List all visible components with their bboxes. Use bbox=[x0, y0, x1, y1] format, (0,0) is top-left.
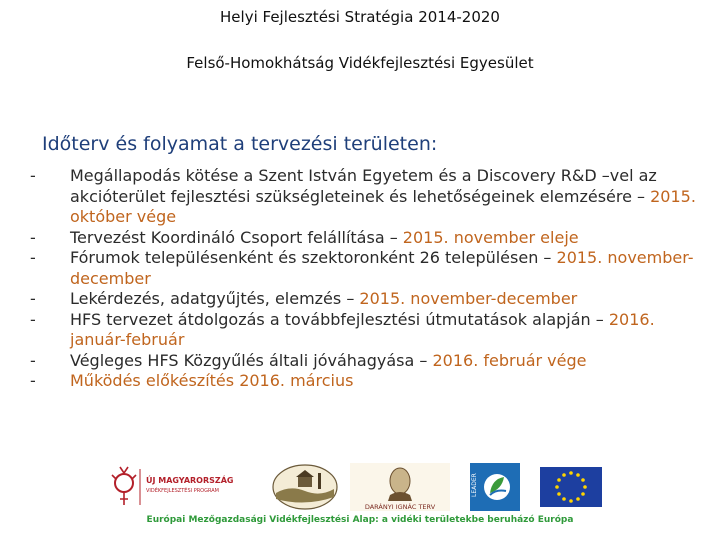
item-text: Fórumok településenként és szektoronként 26 településen – bbox=[70, 248, 557, 267]
leader-logo bbox=[470, 463, 520, 511]
farm-emblem-logo bbox=[270, 463, 340, 511]
umvp-line2: VIDÉKFEJLESZTÉSI PROGRAM bbox=[146, 488, 219, 494]
bullet-dash: - bbox=[30, 227, 36, 247]
item-text: Tervezést Koordináló Csoport felállítása – bbox=[70, 227, 403, 247]
leader-label: LEADER bbox=[471, 473, 478, 497]
list-item bbox=[30, 228, 700, 249]
bullet-dash: - bbox=[30, 166, 36, 185]
footer-eafrd-text: Európai Mezőgazdasági Vidékfejlesztési Alap: a vidéki területekbe beruházó Európa bbox=[146, 515, 574, 525]
eu-flag-icon bbox=[540, 463, 602, 511]
item-date: Működés előkészítés 2016. március bbox=[70, 371, 354, 390]
document-title: Helyi Fejlesztési Stratégia 2014-2020 bbox=[220, 8, 500, 26]
umvp-logo bbox=[110, 463, 240, 511]
item-date: 2015. november-december bbox=[70, 248, 694, 288]
bullet-dash: - bbox=[30, 371, 36, 390]
darany-ignac-logo bbox=[350, 463, 450, 511]
list-item bbox=[30, 248, 700, 289]
item-date: 2015. november-december bbox=[359, 289, 578, 308]
item-date: 2015. november eleje bbox=[402, 227, 579, 247]
item-text: HFS tervezet átdolgozás a továbbfejlesztési útmutatások alapján – bbox=[70, 309, 609, 329]
umvp-line1: ÚJ MAGYARORSZÁG bbox=[146, 476, 234, 485]
bullet-dash: - bbox=[30, 289, 36, 308]
item-text: Megállapodás kötése a Szent István Egyetem és a Discovery R&D –vel az akcióterület fejlesztési szükségleteinek és lehetőségeinek elemzésére – bbox=[70, 166, 657, 206]
list-item bbox=[30, 310, 700, 351]
darany-label: DARÁNYI IGNÁC TERV bbox=[364, 503, 436, 511]
list-item bbox=[30, 289, 700, 310]
bullet-dash: - bbox=[30, 309, 36, 329]
item-date: 2016. február vége bbox=[432, 350, 587, 370]
item-date: 2016. január-február bbox=[70, 309, 655, 349]
list-item bbox=[30, 166, 700, 228]
section-title: Időterv és folyamat a tervezési területen: bbox=[42, 133, 438, 155]
timeline-list bbox=[30, 166, 700, 392]
logo-strip bbox=[100, 463, 620, 515]
list-item bbox=[30, 371, 700, 392]
list-item bbox=[30, 351, 700, 372]
bullet-dash: - bbox=[30, 350, 36, 370]
item-date: 2015. október vége bbox=[70, 186, 696, 226]
item-text: Lekérdezés, adatgyűjtés, elemzés – bbox=[70, 289, 360, 308]
bullet-dash: - bbox=[30, 248, 36, 267]
organization-name: Felső-Homokhátság Vidékfejlesztési Egyesület bbox=[186, 54, 534, 72]
item-text: Végleges HFS Közgyűlés általi jóváhagyása – bbox=[70, 350, 433, 370]
